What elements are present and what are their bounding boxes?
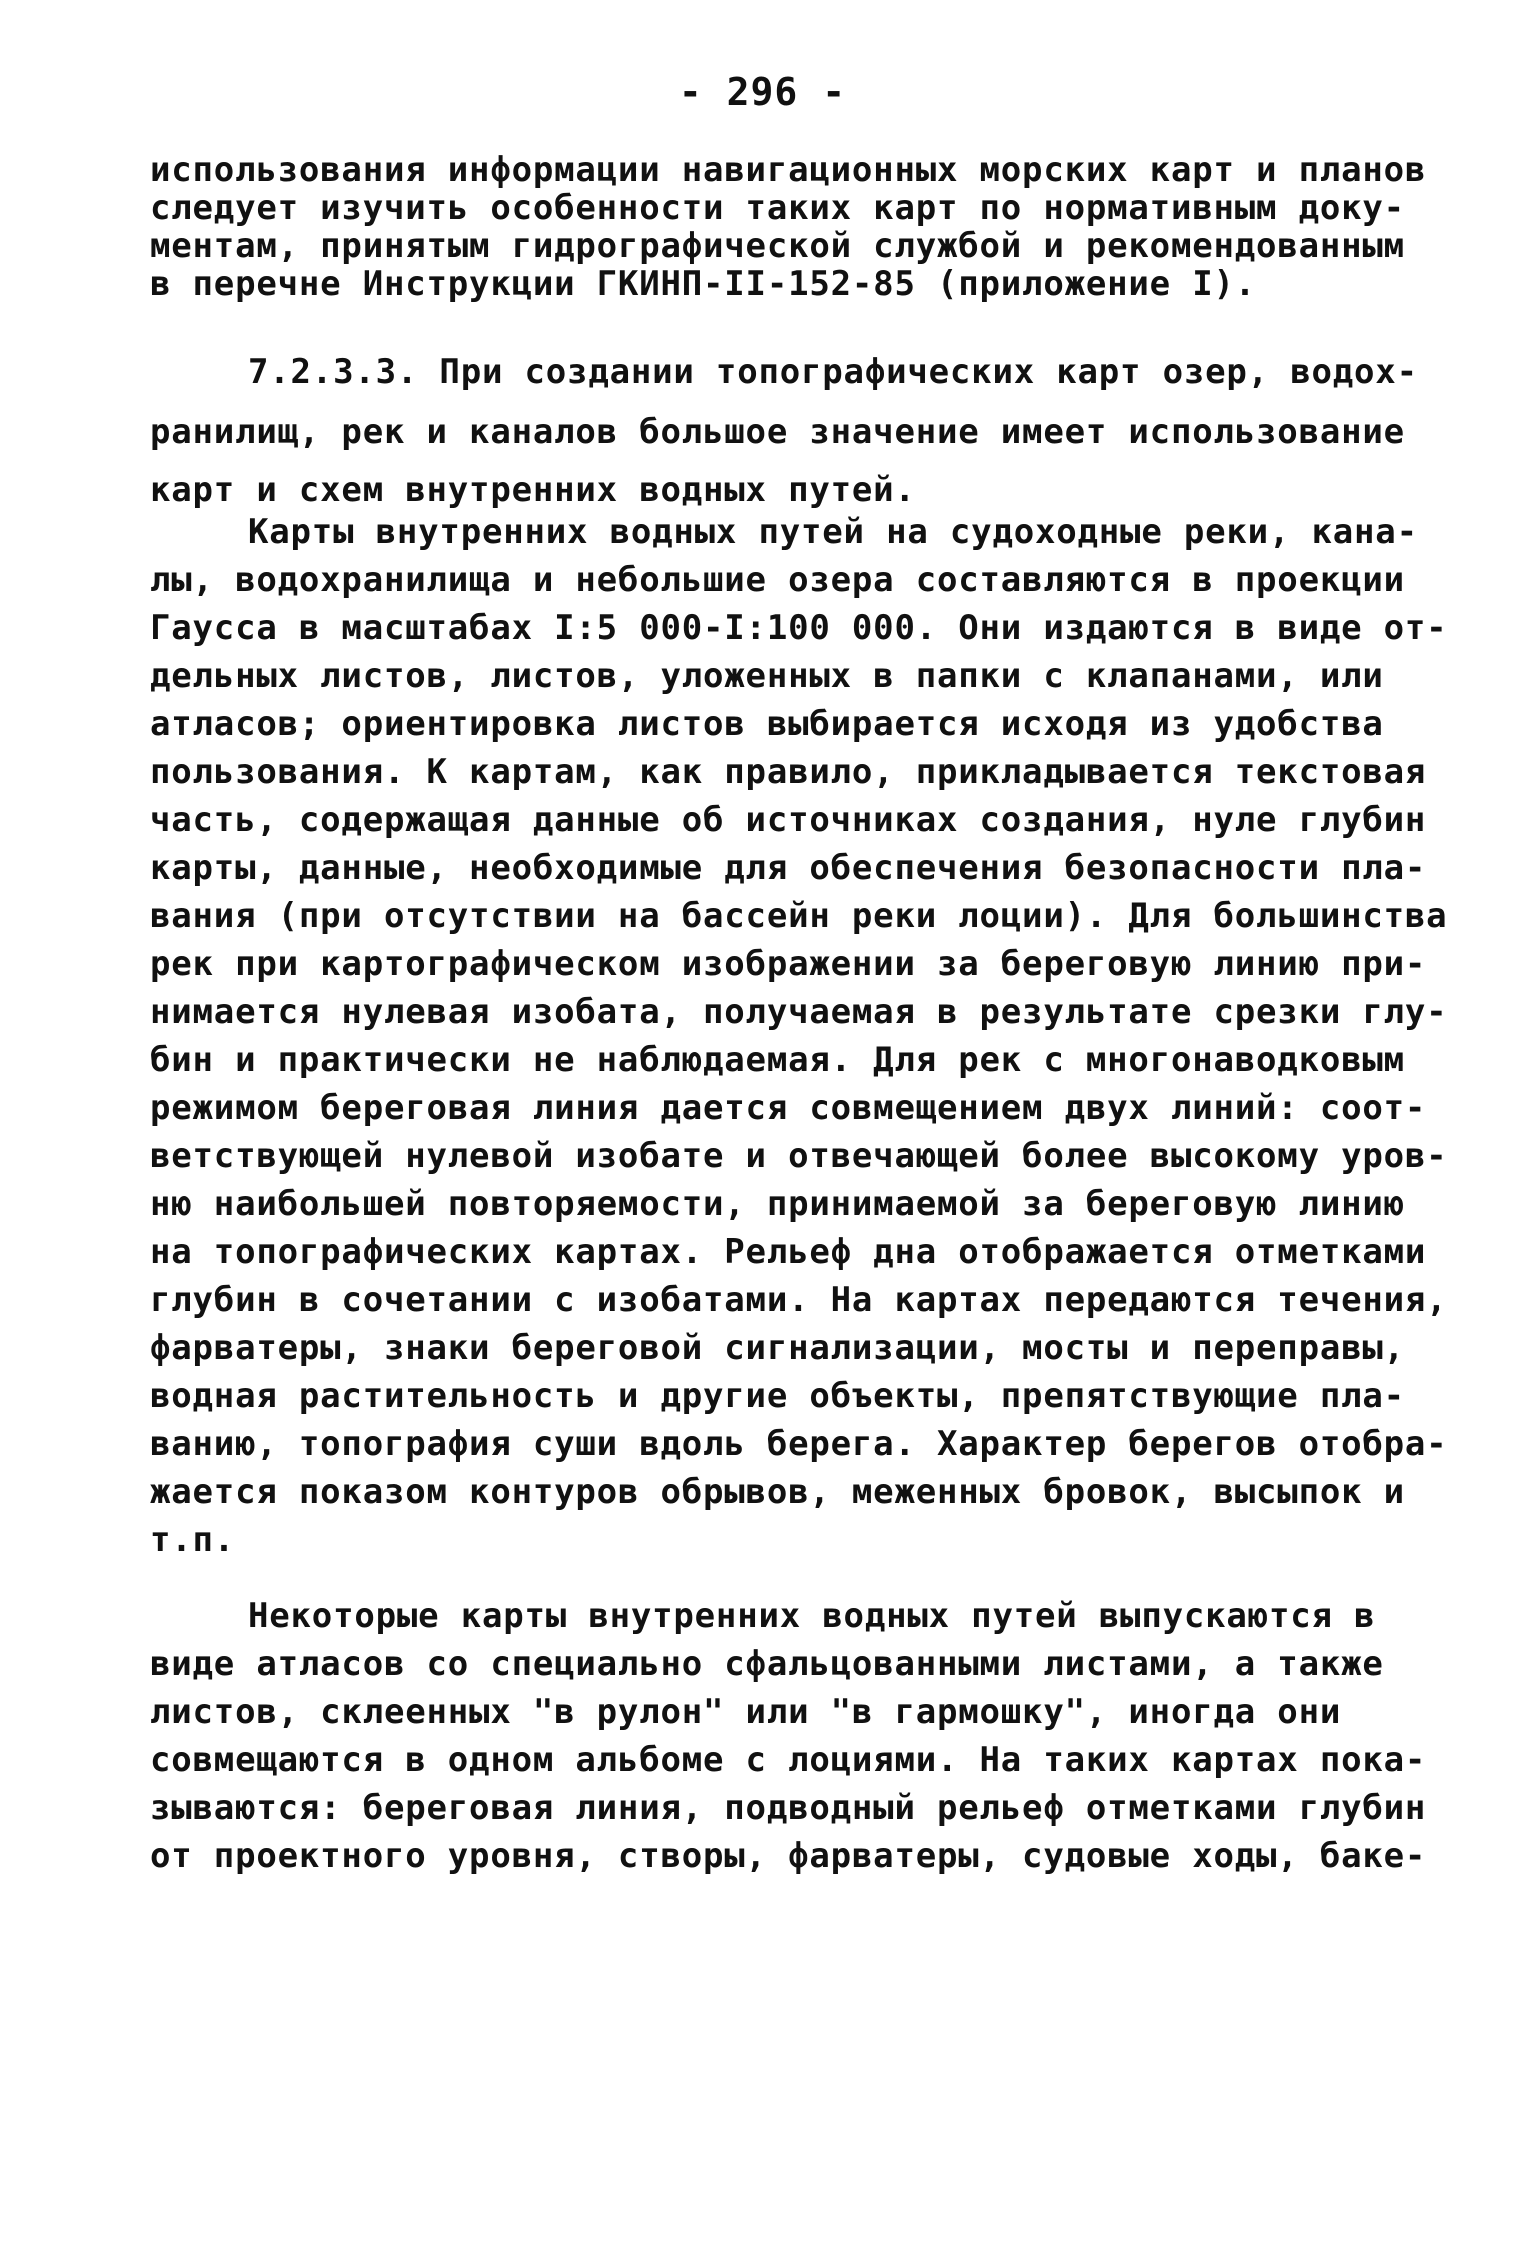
text-line: атласов; ориентировка листов выбирается исходя из удобства — [150, 704, 1384, 744]
text-line: карты, данные, необходимые для обеспечения безопасности пла- — [150, 848, 1427, 888]
text-line: ветствующей нулевой изобате и отвечающей более высокому уров- — [150, 1136, 1448, 1176]
text-line: следует изучить особенности таких карт по нормативным доку- — [150, 188, 1405, 228]
text-line: Гаусса в масштабах I:5 000-I:100 000. Они издаются в виде от- — [150, 608, 1448, 648]
text-line: совмещаются в одном альбоме с лоциями. На таких картах пока- — [150, 1740, 1427, 1780]
text-line: водная растительность и другие объекты, препятствующие пла- — [150, 1376, 1405, 1416]
paragraph-start-line: Некоторые карты внутренних водных путей выпускаются в — [248, 1596, 1376, 1636]
text-line: листов, склеенных "в рулон" или "в гармошку", иногда они — [150, 1692, 1342, 1732]
section-heading-line: 7.2.3.3. При создании топографических карт озер, водох- — [248, 352, 1418, 392]
text-line: пользования. К картам, как правило, прикладывается текстовая — [150, 752, 1427, 792]
text-line: дельных листов, листов, уложенных в папки с клапанами, или — [150, 656, 1384, 696]
paragraph-start-line: Карты внутренних водных путей на судоходные реки, кана- — [248, 512, 1418, 552]
text-line: часть, содержащая данные об источниках создания, нуле глубин — [150, 800, 1427, 840]
text-line: зываются: береговая линия, подводный рельеф отметками глубин — [150, 1788, 1427, 1828]
page-number: - 296 - — [678, 70, 847, 114]
text-line: ню наибольшей повторяемости, принимаемой за береговую линию — [150, 1184, 1405, 1224]
text-line: карт и схем внутренних водных путей. — [150, 470, 916, 510]
text-line: использования информации навигационных морских карт и планов — [150, 150, 1427, 190]
text-line: вания (при отсутствии на бассейн реки лоции). Для большинства — [150, 896, 1448, 936]
text-line: нимается нулевая изобата, получаемая в результате срезки глу- — [150, 992, 1448, 1032]
text-line: т.п. — [150, 1520, 236, 1560]
text-line: режимом береговая линия дается совмещением двух линий: соот- — [150, 1088, 1427, 1128]
text-line: виде атласов со специально сфальцованными листами, а также — [150, 1644, 1384, 1684]
text-line: от проектного уровня, створы, фарватеры, судовые ходы, баке- — [150, 1836, 1427, 1876]
text-line: фарватеры, знаки береговой сигнализации, мосты и переправы, — [150, 1328, 1405, 1368]
text-line: бин и практически не наблюдаемая. Для рек с многонаводковым — [150, 1040, 1405, 1080]
text-line: рек при картографическом изображении за береговую линию при- — [150, 944, 1427, 984]
text-line: на топографических картах. Рельеф дна отображается отметками — [150, 1232, 1427, 1272]
text-line: лы, водохранилища и небольшие озера составляются в проекции — [150, 560, 1405, 600]
text-line: ментам, принятым гидрографической службой и рекомендованным — [150, 226, 1405, 266]
text-line: жается показом контуров обрывов, меженных бровок, высыпок и — [150, 1472, 1405, 1512]
text-line: ванию, топография суши вдоль берега. Характер берегов отобра- — [150, 1424, 1448, 1464]
text-line: в перечне Инструкции ГКИНП-II-152-85 (приложение I). — [150, 264, 1257, 304]
text-line: ранилищ, рек и каналов большое значение имеет использование — [150, 412, 1405, 452]
text-line: глубин в сочетании с изобатами. На картах передаются течения, — [150, 1280, 1448, 1320]
